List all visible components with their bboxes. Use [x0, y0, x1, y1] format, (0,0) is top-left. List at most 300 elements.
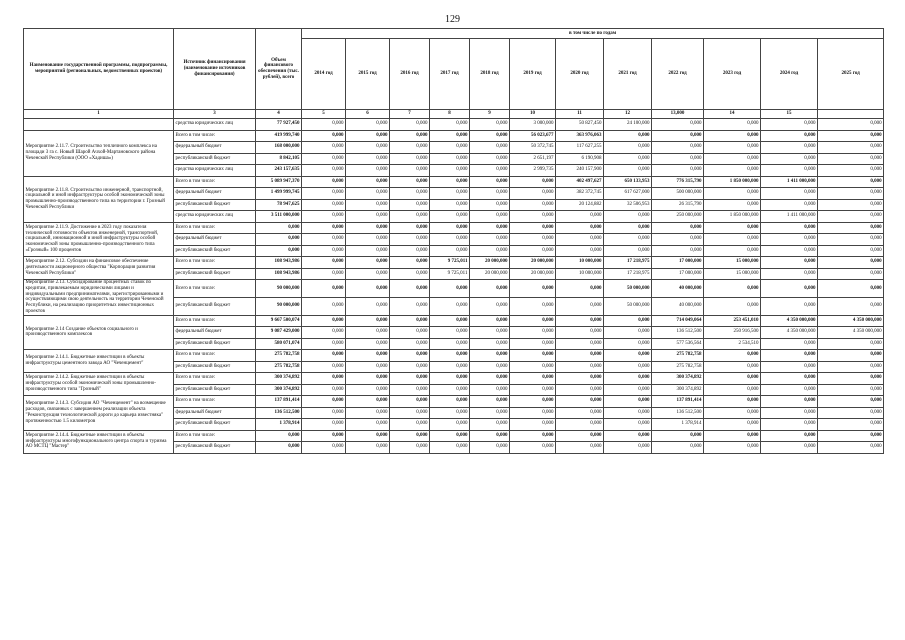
year-value: 0,000 — [346, 153, 390, 165]
year-value: 0,000 — [652, 222, 704, 234]
year-value: 0,000 — [704, 384, 761, 396]
year-value: 0,000 — [510, 430, 556, 442]
total-volume: 1 378,914 — [256, 419, 302, 431]
year-value: 0,000 — [761, 396, 818, 408]
year-value: 0,000 — [390, 280, 430, 298]
year-value: 0,000 — [302, 430, 346, 442]
year-value: 0,000 — [302, 373, 346, 385]
year-value: 0,000 — [556, 396, 604, 408]
total-volume: 0,000 — [256, 234, 302, 246]
year-value: 0,000 — [818, 142, 884, 154]
year-value: 0,000 — [470, 153, 510, 165]
budget-table — [23, 28, 884, 454]
column-number: 15 — [761, 110, 818, 119]
year-value: 0,000 — [470, 419, 510, 431]
year-value: 0,000 — [510, 222, 556, 234]
year-value: 0,000 — [470, 373, 510, 385]
year-value: 0,000 — [556, 361, 604, 373]
year-value: 0,000 — [470, 430, 510, 442]
year-value: 0,000 — [818, 130, 884, 142]
year-value: 0,000 — [302, 315, 346, 327]
year-value: 0,000 — [470, 315, 510, 327]
year-value: 0,000 — [510, 327, 556, 339]
year-value: 382 372,745 — [556, 188, 604, 200]
year-value: 0,000 — [652, 130, 704, 142]
year-value: 0,000 — [510, 315, 556, 327]
header-name: Наименование государственной программы, подпрограммы, мероприятий (региональных, ведомственных проектов) — [24, 29, 174, 110]
year-value: 0,000 — [510, 338, 556, 350]
year-value: 0,000 — [510, 384, 556, 396]
year-value: 40 000,000 — [652, 280, 704, 298]
year-value: 0,000 — [430, 350, 470, 362]
year-value: 0,000 — [302, 130, 346, 142]
year-value: 0,000 — [556, 407, 604, 419]
funding-source: федеральный бюджет — [174, 142, 256, 154]
year-value: 275 782,758 — [652, 361, 704, 373]
year-value: 0,000 — [556, 430, 604, 442]
total-volume: 168 000,000 — [256, 142, 302, 154]
total-volume: 419 999,740 — [256, 130, 302, 142]
year-value: 0,000 — [302, 211, 346, 223]
total-volume: 580 071,074 — [256, 338, 302, 350]
year-value: 0,000 — [430, 153, 470, 165]
year-value: 0,000 — [346, 245, 390, 257]
total-volume: 0,000 — [256, 442, 302, 454]
year-value: 117 627,255 — [556, 142, 604, 154]
year-value: 0,000 — [470, 338, 510, 350]
year-value: 0,000 — [510, 176, 556, 188]
year-value: 0,000 — [510, 373, 556, 385]
year-value: 0,000 — [818, 119, 884, 131]
year-value: 0,000 — [390, 153, 430, 165]
year-value: 0,000 — [556, 338, 604, 350]
total-volume: 9 667 500,074 — [256, 315, 302, 327]
year-value: 0,000 — [604, 407, 652, 419]
year-value: 577 536,564 — [652, 338, 704, 350]
year-value: 0,000 — [818, 211, 884, 223]
year-value: 0,000 — [430, 280, 470, 298]
year-value: 0,000 — [430, 211, 470, 223]
measure-name: Мероприятие 2.11.7. Строительство тепличного комплекса на площади 3 га с. Новый Шарой Ачхой-Мартановского района Чеченской Республики (ООО «Хадиша») — [24, 130, 174, 176]
year-value: 0,000 — [818, 268, 884, 280]
year-value: 0,000 — [390, 384, 430, 396]
funding-source: Всего в том числе: — [174, 396, 256, 408]
year-value: 0,000 — [818, 188, 884, 200]
measure-name: Мероприятие 2.14.2. Бюджетные инвестиции в объекты инфраструктуры особой экономической зоны промышленно-производственного типа "Грозный" — [24, 373, 174, 396]
year-value: 0,000 — [761, 430, 818, 442]
year-value: 0,000 — [470, 188, 510, 200]
year-value: 0,000 — [510, 199, 556, 211]
year-value: 0,000 — [390, 315, 430, 327]
year-value: 0,000 — [818, 234, 884, 246]
year-value: 0,000 — [704, 350, 761, 362]
year-value: 0,000 — [346, 119, 390, 131]
column-number: 8 — [430, 110, 470, 119]
year-value: 0,000 — [430, 142, 470, 154]
year-value: 0,000 — [652, 153, 704, 165]
year-value: 15 000,000 — [704, 268, 761, 280]
year-value: 0,000 — [761, 188, 818, 200]
year-value: 0,000 — [761, 297, 818, 315]
year-value: 0,000 — [761, 165, 818, 177]
year-value: 0,000 — [390, 142, 430, 154]
header-year: 2016 год — [390, 39, 430, 110]
year-value: 0,000 — [704, 373, 761, 385]
funding-source: Всего в том числе: — [174, 373, 256, 385]
year-value: 0,000 — [761, 373, 818, 385]
year-value: 0,000 — [470, 407, 510, 419]
year-value: 0,000 — [302, 350, 346, 362]
year-value: 10 000,000 — [556, 257, 604, 269]
year-value: 275 782,758 — [652, 350, 704, 362]
year-value: 0,000 — [430, 407, 470, 419]
year-value: 0,000 — [818, 442, 884, 454]
year-value: 650 133,953 — [604, 176, 652, 188]
year-value: 0,000 — [604, 384, 652, 396]
year-value: 0,000 — [604, 245, 652, 257]
year-value: 0,000 — [510, 188, 556, 200]
year-value: 2 999,735 — [510, 165, 556, 177]
header-source: Источник финансирования (наименование источников финансирования) — [174, 29, 256, 110]
year-value: 0,000 — [302, 234, 346, 246]
table-row — [24, 315, 884, 327]
year-value: 10 000,000 — [556, 268, 604, 280]
year-value: 0,000 — [761, 338, 818, 350]
total-volume: 0,000 — [256, 430, 302, 442]
year-value: 0,000 — [604, 130, 652, 142]
year-value: 0,000 — [704, 442, 761, 454]
total-volume: 243 157,635 — [256, 165, 302, 177]
year-value: 0,000 — [470, 245, 510, 257]
funding-source: федеральный бюджет — [174, 188, 256, 200]
year-value: 0,000 — [390, 338, 430, 350]
year-value: 617 627,000 — [604, 188, 652, 200]
header-year: 2017 год — [430, 39, 470, 110]
year-value: 0,000 — [704, 297, 761, 315]
year-value: 0,000 — [604, 338, 652, 350]
year-value: 0,000 — [818, 176, 884, 188]
funding-source: федеральный бюджет — [174, 407, 256, 419]
year-value: 0,000 — [302, 153, 346, 165]
year-value: 0,000 — [346, 407, 390, 419]
year-value: 0,000 — [818, 350, 884, 362]
column-number: 4 — [256, 110, 302, 119]
column-number: 10 — [510, 110, 556, 119]
year-value: 0,000 — [390, 361, 430, 373]
year-value: 0,000 — [761, 142, 818, 154]
year-value: 0,000 — [470, 142, 510, 154]
year-value: 0,000 — [818, 430, 884, 442]
total-volume: 3 511 000,000 — [256, 211, 302, 223]
year-value: 17 000,000 — [652, 268, 704, 280]
year-value: 0,000 — [704, 419, 761, 431]
year-value: 0,000 — [604, 142, 652, 154]
year-value: 0,000 — [302, 297, 346, 315]
year-value: 500 000,000 — [652, 188, 704, 200]
year-value: 0,000 — [604, 442, 652, 454]
year-value: 0,000 — [761, 257, 818, 269]
table-row — [24, 373, 884, 385]
year-value: 363 976,063 — [556, 130, 604, 142]
year-value: 0,000 — [704, 407, 761, 419]
year-value: 0,000 — [510, 350, 556, 362]
total-volume: 77 927,450 — [256, 119, 302, 131]
year-value: 0,000 — [430, 338, 470, 350]
year-value: 26 315,790 — [652, 199, 704, 211]
year-value: 0,000 — [652, 165, 704, 177]
header-volume: Объем финансового обеспечения (тыс. рублей), всего — [256, 29, 302, 110]
year-value: 0,000 — [604, 327, 652, 339]
year-value: 0,000 — [302, 396, 346, 408]
year-value: 0,000 — [346, 199, 390, 211]
year-value: 0,000 — [302, 245, 346, 257]
year-value: 0,000 — [470, 165, 510, 177]
year-value: 0,000 — [302, 338, 346, 350]
total-volume: 108 943,986 — [256, 257, 302, 269]
total-volume: 275 782,758 — [256, 361, 302, 373]
year-value: 0,000 — [470, 280, 510, 298]
year-value: 0,000 — [302, 176, 346, 188]
year-value: 0,000 — [604, 211, 652, 223]
year-value: 136 512,500 — [652, 327, 704, 339]
year-value: 0,000 — [818, 222, 884, 234]
year-value: 50 372,745 — [510, 142, 556, 154]
funding-source: Всего в том числе: — [174, 176, 256, 188]
year-value: 0,000 — [604, 165, 652, 177]
year-value: 9 725,011 — [430, 268, 470, 280]
year-value: 0,000 — [652, 442, 704, 454]
table-row — [24, 430, 884, 442]
year-value: 0,000 — [346, 338, 390, 350]
year-value: 0,000 — [470, 361, 510, 373]
year-value: 250 000,000 — [652, 211, 704, 223]
year-value: 0,000 — [704, 199, 761, 211]
year-value: 0,000 — [430, 419, 470, 431]
header-year: 2023 год — [704, 39, 761, 110]
year-value: 0,000 — [818, 245, 884, 257]
year-value: 0,000 — [761, 361, 818, 373]
year-value: 0,000 — [346, 130, 390, 142]
year-value: 0,000 — [510, 280, 556, 298]
year-value: 402 497,627 — [556, 176, 604, 188]
funding-source: Всего в том числе: — [174, 257, 256, 269]
year-value: 0,000 — [346, 165, 390, 177]
year-value: 0,000 — [470, 234, 510, 246]
year-value: 240 157,900 — [556, 165, 604, 177]
year-value: 0,000 — [556, 442, 604, 454]
year-value: 0,000 — [818, 373, 884, 385]
funding-source: средства юридических лиц — [174, 211, 256, 223]
year-value: 0,000 — [761, 350, 818, 362]
year-value: 17 218,975 — [604, 257, 652, 269]
year-value: 253 451,010 — [704, 315, 761, 327]
year-value: 0,000 — [346, 222, 390, 234]
measure-name: Мероприятие 2.11.8. Строительство инженерной, транспортной, социальной и иной инфраструктуры особой экономической зоны промышленно-производственного типа на территории г. Грозный Чеченской Республики — [24, 176, 174, 222]
header-year: 2020 год — [556, 39, 604, 110]
year-value: 0,000 — [510, 245, 556, 257]
year-value: 136 512,500 — [652, 407, 704, 419]
year-value: 0,000 — [302, 327, 346, 339]
year-value: 0,000 — [346, 327, 390, 339]
year-value: 0,000 — [818, 297, 884, 315]
year-value: 0,000 — [430, 222, 470, 234]
year-value: 0,000 — [430, 176, 470, 188]
year-value: 0,000 — [470, 396, 510, 408]
year-value: 0,000 — [430, 315, 470, 327]
year-value: 0,000 — [704, 245, 761, 257]
year-value: 0,000 — [704, 142, 761, 154]
year-value: 0,000 — [604, 419, 652, 431]
year-value: 6 190,908 — [556, 153, 604, 165]
year-value: 0,000 — [302, 268, 346, 280]
year-value: 0,000 — [470, 350, 510, 362]
header-year: 2025 год — [818, 39, 884, 110]
year-value: 0,000 — [652, 119, 704, 131]
measure-name — [24, 119, 174, 131]
year-value: 0,000 — [302, 142, 346, 154]
measure-name: Мероприятие 2.14 Создание объектов социального и производственного комплексов — [24, 315, 174, 350]
year-value: 0,000 — [390, 407, 430, 419]
year-value: 0,000 — [346, 384, 390, 396]
measure-name: Мероприятие 2.11.9. Достижение в 2023 году показателя технической готовности объектов инженерной, транспортной, социальной, инновационной и иной инфраструктуры особой экономической зоны промышленно-производственного типа «Грозный» 100 процентов — [24, 222, 174, 257]
year-value: 0,000 — [761, 199, 818, 211]
year-value: 0,000 — [604, 396, 652, 408]
year-value: 2 534,510 — [704, 338, 761, 350]
total-volume: 78 947,625 — [256, 199, 302, 211]
year-value: 50 827,450 — [556, 119, 604, 131]
year-value: 0,000 — [430, 199, 470, 211]
year-value: 0,000 — [346, 350, 390, 362]
funding-source: республиканский бюджет — [174, 245, 256, 257]
year-value: 0,000 — [470, 199, 510, 211]
year-value: 4 350 000,000 — [761, 327, 818, 339]
funding-source: республиканский бюджет — [174, 199, 256, 211]
year-value: 0,000 — [818, 361, 884, 373]
measure-name: Мероприятие 2.13. Субсидирование процентных ставок по кредитам, привлекаемым юридическими лицами и индивидуальными предпринимателями, зарегистрированными и осуществляющими свою деятельность на территории Чеченской Республики, на реализацию приоритетных инвестиционных проектов — [24, 280, 174, 316]
funding-source: республиканский бюджет — [174, 297, 256, 315]
table-row — [24, 130, 884, 142]
year-value: 0,000 — [390, 211, 430, 223]
funding-source: республиканский бюджет — [174, 442, 256, 454]
year-value: 0,000 — [430, 297, 470, 315]
year-value: 0,000 — [556, 280, 604, 298]
year-value: 0,000 — [761, 280, 818, 298]
year-value: 1 850 000,000 — [704, 176, 761, 188]
year-value: 0,000 — [302, 119, 346, 131]
year-value: 17 000,000 — [652, 257, 704, 269]
year-value: 0,000 — [818, 280, 884, 298]
year-value: 0,000 — [818, 165, 884, 177]
year-value: 0,000 — [346, 257, 390, 269]
column-number: 14 — [704, 110, 761, 119]
year-value: 0,000 — [761, 268, 818, 280]
year-value: 0,000 — [430, 373, 470, 385]
funding-source: Всего в том числе: — [174, 130, 256, 142]
year-value: 0,000 — [302, 419, 346, 431]
funding-source: Всего в том числе: — [174, 315, 256, 327]
table-row — [24, 396, 884, 408]
column-number: 9 — [470, 110, 510, 119]
column-number: 7 — [390, 110, 430, 119]
year-value: 0,000 — [346, 419, 390, 431]
column-number: 3 — [174, 110, 256, 119]
year-value: 0,000 — [302, 384, 346, 396]
year-value: 0,000 — [604, 153, 652, 165]
year-value: 0,000 — [761, 442, 818, 454]
year-value: 0,000 — [510, 211, 556, 223]
header-year: 2022 год — [652, 39, 704, 110]
header-by-years: в том числе по годам — [302, 29, 884, 39]
year-value: 0,000 — [510, 234, 556, 246]
column-number-empty — [818, 110, 884, 119]
year-value: 20 000,000 — [470, 268, 510, 280]
year-value: 0,000 — [761, 245, 818, 257]
page-number: 129 — [445, 14, 460, 25]
year-value: 1 411 000,000 — [761, 176, 818, 188]
year-value: 0,000 — [470, 442, 510, 454]
funding-source: средства юридических лиц — [174, 119, 256, 131]
year-value: 3 000,000 — [510, 119, 556, 131]
year-value: 0,000 — [510, 396, 556, 408]
year-value: 0,000 — [390, 373, 430, 385]
header-year: 2024 год — [761, 39, 818, 110]
year-value: 0,000 — [302, 222, 346, 234]
year-value: 0,000 — [346, 361, 390, 373]
year-value: 0,000 — [346, 297, 390, 315]
funding-source: федеральный бюджет — [174, 327, 256, 339]
year-value: 0,000 — [761, 222, 818, 234]
year-value: 1 378,914 — [652, 419, 704, 431]
year-value: 0,000 — [430, 430, 470, 442]
total-volume: 90 000,000 — [256, 297, 302, 315]
year-value: 1 411 000,000 — [761, 211, 818, 223]
year-value: 0,000 — [346, 188, 390, 200]
year-value: 0,000 — [346, 442, 390, 454]
year-value: 1 850 000,000 — [704, 211, 761, 223]
table-row — [24, 222, 884, 234]
year-value: 0,000 — [470, 297, 510, 315]
year-value: 0,000 — [510, 419, 556, 431]
year-value: 0,000 — [390, 188, 430, 200]
year-value: 56 023,677 — [510, 130, 556, 142]
year-value: 0,000 — [510, 442, 556, 454]
year-value: 0,000 — [390, 119, 430, 131]
year-value: 0,000 — [346, 211, 390, 223]
year-value: 0,000 — [818, 407, 884, 419]
measure-name: Мероприятие 2.14.1. Бюджетные инвестиции в объекты инфраструктуры цементного завода АО "Чеченцемент" — [24, 350, 174, 373]
year-value: 4 350 000,000 — [818, 315, 884, 327]
year-value: 0,000 — [430, 188, 470, 200]
year-value: 0,000 — [556, 222, 604, 234]
year-value: 0,000 — [604, 315, 652, 327]
year-value: 0,000 — [510, 297, 556, 315]
year-value: 20 000,000 — [510, 257, 556, 269]
year-value: 0,000 — [430, 234, 470, 246]
year-value: 0,000 — [302, 257, 346, 269]
total-volume: 275 782,758 — [256, 350, 302, 362]
year-value: 0,000 — [430, 396, 470, 408]
year-value: 4 350 000,000 — [761, 315, 818, 327]
table-row — [24, 176, 884, 188]
year-value: 2 651,197 — [510, 153, 556, 165]
year-value: 0,000 — [470, 384, 510, 396]
year-value: 0,000 — [430, 442, 470, 454]
year-value: 0,000 — [556, 350, 604, 362]
year-value: 9 725,011 — [430, 257, 470, 269]
year-value: 0,000 — [430, 384, 470, 396]
year-value: 0,000 — [470, 222, 510, 234]
year-value: 0,000 — [390, 176, 430, 188]
